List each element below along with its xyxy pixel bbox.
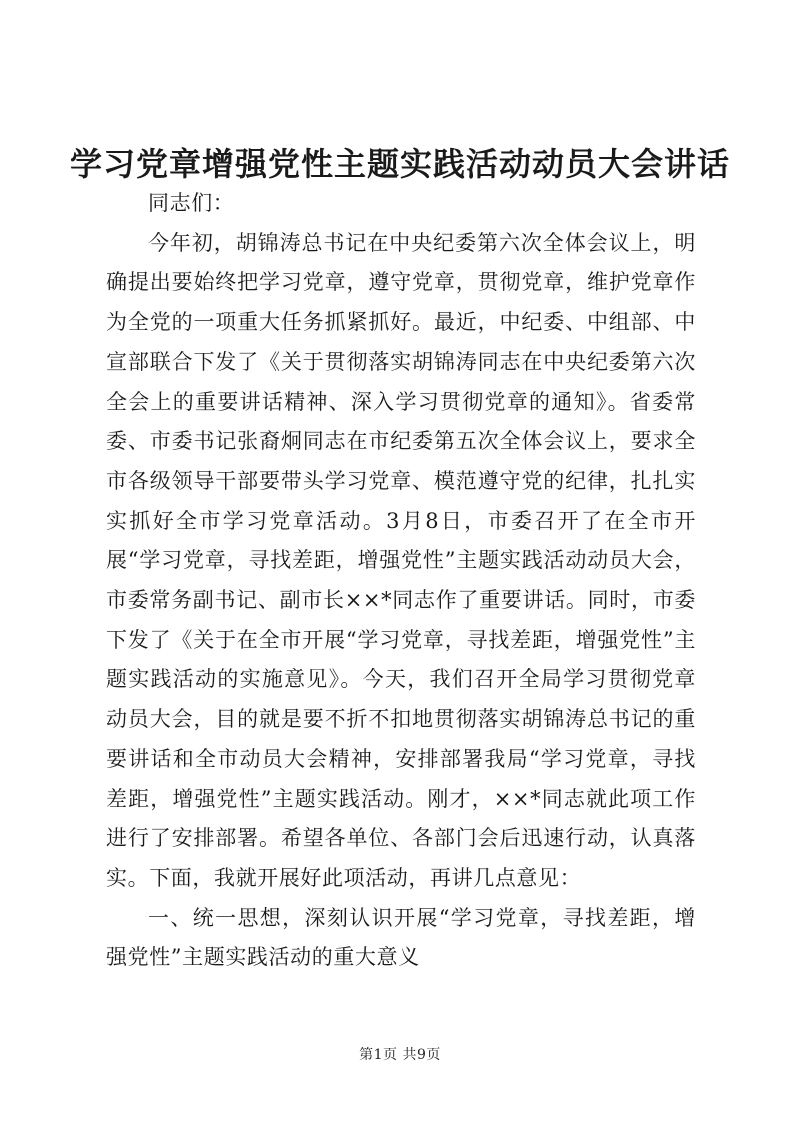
document-body	[106, 184, 696, 978]
salutation: 同志们：	[148, 191, 235, 215]
document-title: 学习党章增强党性主题实践活动动员大会讲话	[69, 145, 730, 183]
section-heading-1: 一、统一思想，深刻认识开展“学习党章，寻找差距，增强党性”主题实践活动的重大意义	[106, 905, 696, 970]
paragraph-intro: 今年初，胡锦涛总书记在中央纪委第六次全体会议上，明确提出要始终把学习党章，遵守党章，贯彻党章，维护党章作为全党的一项重大任务抓紧抓好。最近，中纪委、中组部、中宣部联合下发了《关于贯彻落实胡锦涛同志在中央纪委第六次全会上的重要讲话精神、深入学习贯彻党章的通知》。省委常委、市委书记张裔炯同志在市纪委第五次全体会议上，要求全市各级领导干部要带头学习党章、模范遵守党的纪律，扎扎实实抓好全市学习党章活动。3月8日，市委召开了在全市开展“学习党章，寻找差距，增强党性”主题实践活动动员大会，市委常务副书记、副市长××*同志作了重要讲话。同时，市委下发了《关于在全市开展“学习党章，寻找差距，增强党性”主题实践活动的实施意见》。今天，我们召开全局学习贯彻党章动员大会，目的就是要不折不扣地贯彻落实胡锦涛总书记的重要讲话和全市动员大会精神，安排部署我局“学习党章，寻找差距，增强党性”主题实践活动。刚才，××*同志就此项工作进行了安排部署。希望各单位、各部门会后迅速行动，认真落实。下面，我就开展好此项活动，再讲几点意见：	[106, 230, 696, 890]
page-footer	[0, 1044, 800, 1064]
page-number-label: 第1页 共9页	[359, 1047, 441, 1063]
